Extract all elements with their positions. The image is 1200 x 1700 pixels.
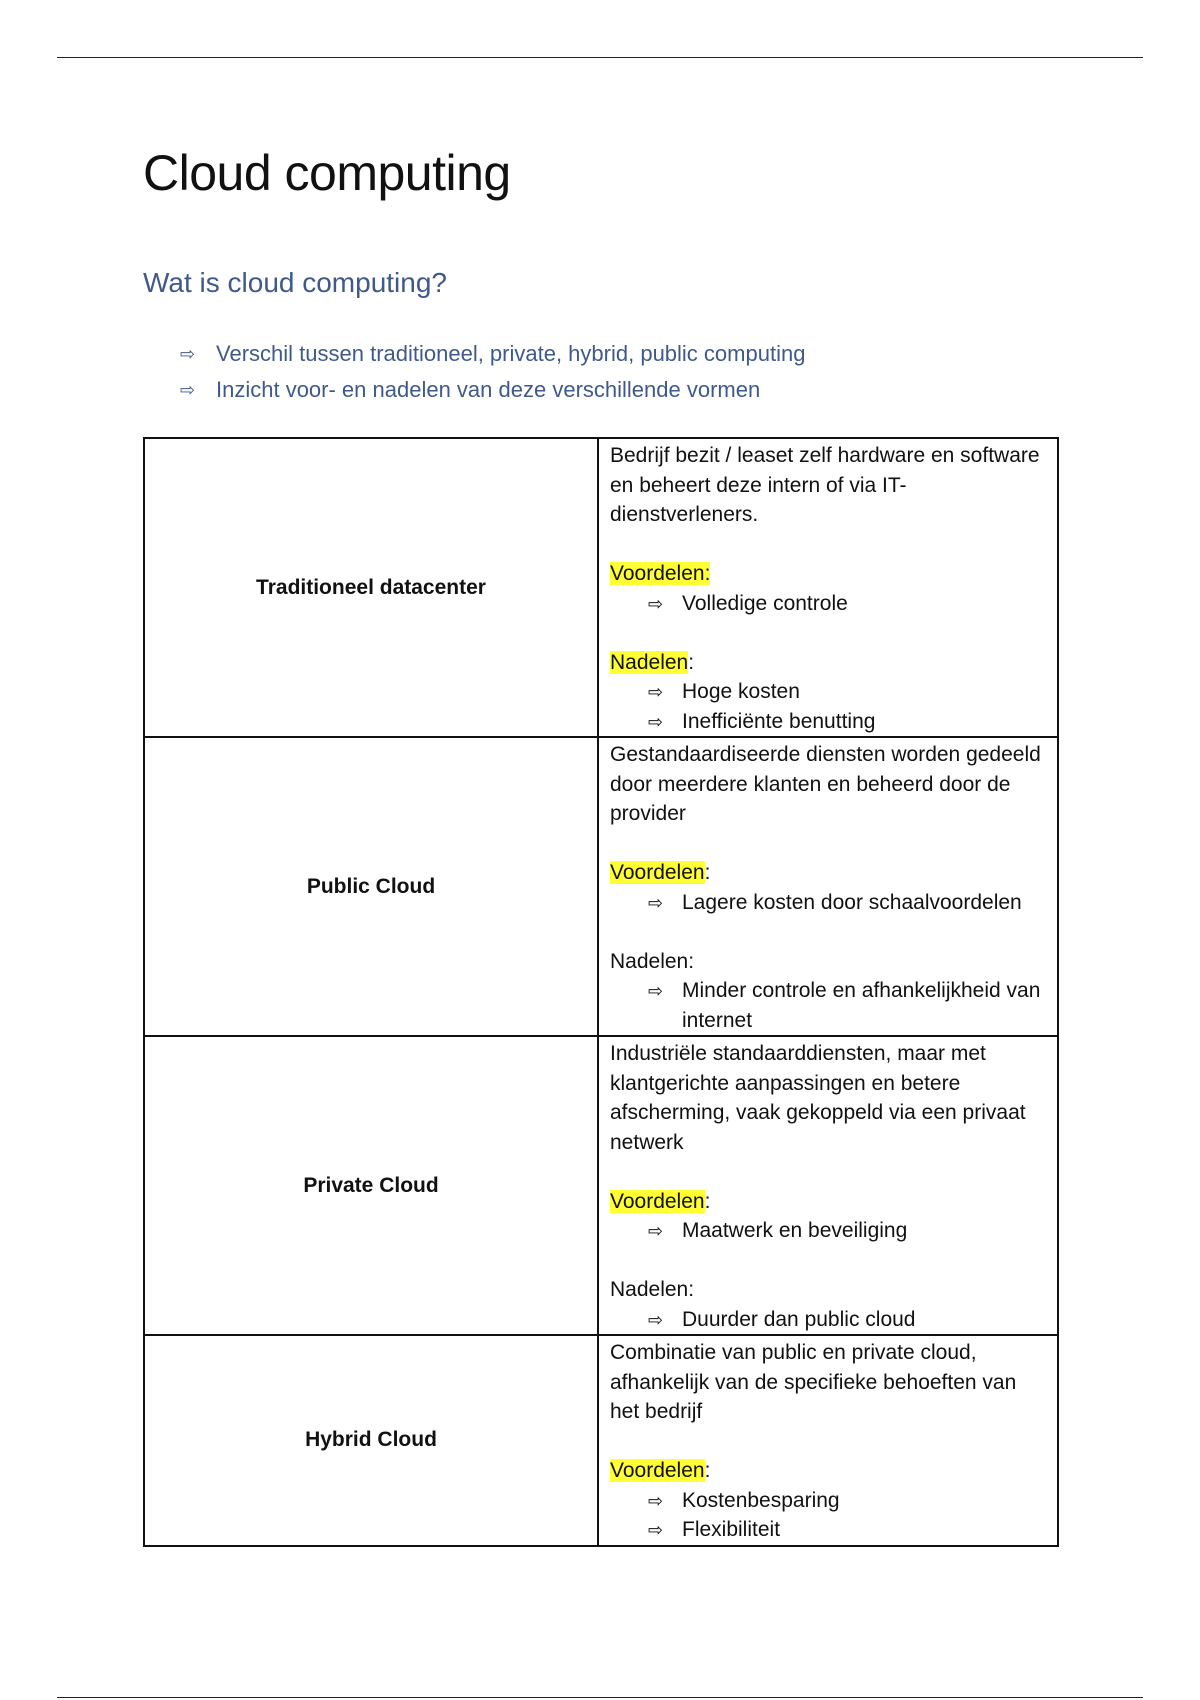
disadvantages-list <box>610 677 1047 736</box>
list-item <box>648 1216 1047 1246</box>
description-text: Combinatie van public en private cloud, afhankelijk van de specifieke behoeften van het bedrijf <box>610 1341 1017 1423</box>
list-item <box>648 589 1047 619</box>
cloud-type-cell: Hybrid Cloud <box>144 1335 598 1546</box>
cloud-type-cell: Traditioneel datacenter <box>144 438 598 737</box>
arrow-right-icon: ⇨ <box>180 344 196 364</box>
advantages-list <box>610 888 1047 918</box>
label-suffix: : <box>704 1459 711 1482</box>
list-item <box>648 1486 1047 1516</box>
arrow-right-icon: ⇨ <box>180 380 196 400</box>
arrow-right-icon: ⇨ <box>648 1221 664 1241</box>
top-rule <box>57 57 1143 58</box>
advantages-heading <box>610 1456 1047 1486</box>
disadvantages-list <box>610 976 1047 1035</box>
arrow-right-icon: ⇨ <box>648 711 664 732</box>
list-item-text: Minder controle en afhankelijkheid van internet <box>682 979 1041 1032</box>
table-row <box>144 737 1058 1036</box>
arrow-right-icon: ⇨ <box>648 1309 664 1330</box>
intro-item-text: Inzicht voor- en nadelen van deze verschillende vormen <box>216 377 761 402</box>
cloud-description-cell <box>598 1335 1058 1546</box>
advantages-label: Voordelen: <box>610 562 711 585</box>
list-item <box>648 976 1047 1035</box>
page-title: Cloud computing <box>143 145 511 201</box>
advantages-heading <box>610 858 1047 888</box>
intro-item <box>180 336 805 372</box>
arrow-right-icon: ⇨ <box>648 682 664 702</box>
table-row <box>144 1335 1058 1546</box>
list-item <box>648 677 1047 707</box>
list-item-text: Inefficiënte benutting <box>682 709 876 733</box>
advantages-label: Voordelen <box>610 1459 705 1482</box>
cloud-type-cell: Public Cloud <box>144 737 598 1036</box>
table-row <box>144 438 1058 737</box>
disadvantages-list <box>610 1305 1047 1335</box>
description-text: Bedrijf bezit / leaset zelf hardware en software en beheert deze intern of via IT-dienstverleners. <box>610 444 1040 526</box>
advantages-list <box>610 1486 1047 1545</box>
arrow-right-icon: ⇨ <box>648 1490 664 1511</box>
disadvantages-heading: Nadelen: <box>610 949 695 973</box>
cloud-description-cell <box>598 1036 1058 1335</box>
list-item-text: Hoge kosten <box>682 680 800 703</box>
arrow-right-icon: ⇨ <box>648 593 664 614</box>
list-item <box>648 888 1047 918</box>
arrow-right-icon: ⇨ <box>648 981 664 1001</box>
list-item-text: Flexibiliteit <box>682 1518 781 1541</box>
label-suffix: : <box>688 650 695 674</box>
arrow-right-icon: ⇨ <box>648 1520 664 1540</box>
advantages-heading <box>610 559 1047 589</box>
arrow-right-icon: ⇨ <box>648 892 664 913</box>
cloud-comparison-table <box>143 437 1059 1547</box>
list-item <box>648 1515 1047 1545</box>
disadvantages-heading: Nadelen: <box>610 1278 695 1301</box>
intro-item <box>180 372 805 408</box>
cloud-description-cell <box>598 438 1058 737</box>
advantages-list <box>610 1216 1047 1246</box>
label-suffix: : <box>704 861 711 884</box>
cloud-type-cell: Private Cloud <box>144 1036 598 1335</box>
intro-item-text: Verschil tussen traditioneel, private, hybrid, public computing <box>216 341 806 366</box>
table-row <box>144 1036 1058 1335</box>
disadvantages-label: Nadelen <box>610 650 689 674</box>
description-text: Gestandaardiseerde diensten worden gedeeld door meerdere klanten en beheerd door de provider <box>610 743 1041 825</box>
list-item-text: Kostenbesparing <box>682 1488 840 1512</box>
list-item <box>648 1305 1047 1335</box>
list-item-text: Volledige controle <box>682 591 848 615</box>
advantages-label: Voordelen <box>610 1189 705 1213</box>
advantages-heading <box>610 1187 1047 1217</box>
bottom-rule <box>57 1697 1143 1698</box>
label-suffix: : <box>704 1189 711 1213</box>
cloud-description-cell <box>598 737 1058 1036</box>
intro-list <box>180 336 805 408</box>
section-heading: Wat is cloud computing? <box>143 267 447 298</box>
list-item <box>648 707 1047 737</box>
list-item-text: Maatwerk en beveiliging <box>682 1219 908 1242</box>
advantages-label: Voordelen <box>610 861 705 884</box>
disadvantages-heading <box>610 648 1047 678</box>
advantages-list <box>610 589 1047 619</box>
list-item-text: Duurder dan public cloud <box>682 1307 916 1331</box>
description-text: Industriële standaarddiensten, maar met klantgerichte aanpassingen en betere afscherming, vaak gekoppeld via een privaat netwerk <box>610 1042 1026 1154</box>
list-item-text: Lagere kosten door schaalvoordelen <box>682 890 1022 914</box>
